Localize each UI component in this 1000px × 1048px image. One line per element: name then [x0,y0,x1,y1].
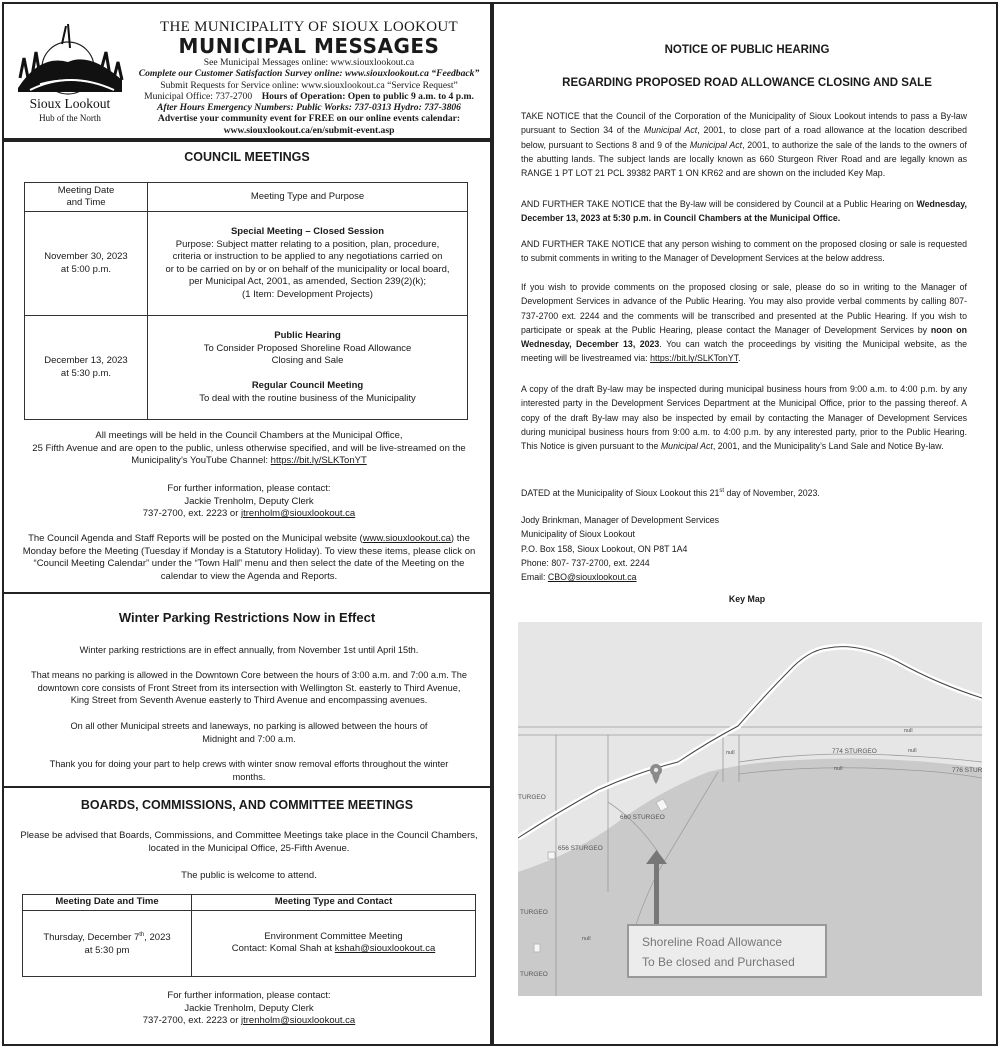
logo-tagline: Hub of the North [39,113,101,123]
meeting-purpose: Special Meeting – Closed Session Purpose: Subject matter relating to a position, plan, procedure, criteria or instruction to be applied to any negotiations carried on or to be carried on by or on behalf of the municipality or local board, per Municipal Act, 2001, as amended, Section 239(2)(k); (1 Item: Development Projects) [148,212,468,316]
map-label-774: 774 STURGEO [832,748,877,755]
notice-heading: NOTICE OF PUBLIC HEARING [664,44,830,56]
boards-table [22,894,476,977]
notice-signature: Jody Brinkman, Manager of Development Services Municipality of Sioux Lookout P.O. Box 158, Sioux Lookout, ON P8T 1A4 Phone: 807- 737-2700, ext. 2244 Email: CBO@siouxlookout.ca [521,515,720,583]
notice-paragraph: A copy of the draft By-law may be inspected during municipal business hours from 9:00 a.m. to 4:00 p.m. by any interested party in the Development Services Department at the Municipal Office, prior to the passing thereof. A copy of the draft By-law may also be inspected by email by contacting the Manager of Development Services during municipal business hours from 9:00 a.m. to 4:00 p.m. by any interested party, prior to the Public Hearing. This Notice is given pursuant to the Municipal Act, 2001, and the Municipality’s Land Sale and Notice By-law. [521,384,967,452]
meeting-location-note: All meetings will be held in the Council Chambers at the Municipal Office, 25 Fifth Avenue and are open to the public, unless otherwise specified, and will be live-streamed on the Municipality’s YouTube Channel: https://bit.ly/SLKTonYT [32,430,466,467]
notice-paragraph: TAKE NOTICE that the Council of the Corporation of the Municipality of Sioux Lookout intends to pass a By-law pursuant to Section 34 of the Municipal Act, 2001, to close part of a road allowance at the location described below, pursuant to Sections 8 and 9 of the Municipal Act, 2001, to authorize the sale of the lands to the owners of the abutting lands. The subject lands are locally known as 660 Sturgeon River Road and are legally known as RANGE 1 PT LOT 21 PCL 39382 PART 1 ON KR62 and are shown on the included Key Map. [521,111,967,179]
map-label-sturgeon: TURGEO [520,971,548,978]
map-label-null: null [834,766,843,772]
notice-paragraph: AND FURTHER TAKE NOTICE that any person wishing to comment on the proposed closing or sale is requested to submit comments in writing to the Manager of Development Services at the below address. [521,239,967,264]
meeting-purpose: Environment Committee Meeting Contact: Komal Shah at kshah@siouxlookout.ca [192,910,476,976]
table-header-row [23,895,476,911]
table-row [23,910,476,976]
agenda-note: The Council Agenda and Staff Reports will be posted on the Municipal website (www.siouxlookout.ca) the Monday before the Meeting (Tuesday if Monday is a Statutory Holiday). To view these items, please click on “Council Meeting Calendar” under the “Town Hall” menu and then select the date of the Meeting on the calendar to view the Agenda and Reports. [22,533,476,582]
council-contact: For further information, please contact: Jackie Trenholm, Deputy Clerk 737-2700, ext. 2223 or jtrenholm@siouxlookout.ca [142,483,356,520]
boards-intro: Please be advised that Boards, Commissions, and Committee Meetings take place in the Council Chambers, located in the Municipal Office, 25-Fifth Avenue. [20,830,478,854]
map-label-sturgeon: TURGEO [520,909,548,916]
masthead-text [132,20,486,136]
meeting-date: December 13, 2023 at 5:30 p.m. [25,316,148,420]
map-label-656: 656 STURGEO [558,845,603,852]
youtube-link[interactable]: https://bit.ly/SLKTonYT [270,455,367,467]
table-row [25,316,468,420]
boards-title: BOARDS, COMMISSIONS, AND COMMITTEE MEETINGS [80,798,414,812]
map-label-null: null [726,750,735,756]
council-meetings-title: COUNCIL MEETINGS [184,150,310,164]
cbo-email-link[interactable]: CBO@siouxlookout.ca [547,572,637,583]
winter-paragraph: Thank you for doing your part to help crews with winter snow removal efforts throughout the winter months. [49,759,449,782]
header-events-line: Advertise your community event for FREE on our online events calendar: [157,113,461,125]
winter-paragraph: Winter parking restrictions are in effect annually, from November 1st until April 15th. [79,645,419,655]
public-hearing-notice [492,2,998,1046]
map-label-null: null [582,936,591,942]
table-row [25,212,468,316]
boards-committees-section [2,786,492,1046]
header-events-url: www.siouxlookout.ca/en/submit-event.asp [223,124,395,136]
header-emergency-line: After Hours Emergency Numbers: Public Works: 737-0313 Hydro: 737-3806 [157,102,461,114]
map-callout-line1: Shoreline Road Allowance [642,935,783,949]
winter-paragraph: On all other Municipal streets and laneways, no parking is allowed between the hours of Midnight and 7:00 a.m. [70,721,428,744]
table-header-row [25,183,468,212]
municipality-title: THE MUNICIPALITY OF SIOUX LOOKOUT [160,19,458,35]
livestream-link[interactable]: https://bit.ly/SLKTonYT [650,353,739,364]
notice-paragraph: If you wish to provide comments on the proposed closing or sale, please do so in writing to the Manager of Development Services in advance of the Public Hearing. You may also provide verbal comments by calling 807-737-2700 ext. 2244 and the comments will be transcribed and presented at the Public Hearing. If you wish to participate or speak at the Public Hearing, please contact the Manager of Development Services by noon on Wednesday, December 13, 2023. You can watch the proceedings by visiting the Municipal website, as the meeting will be livestreamed via: https://bit.ly/SLKTonYT. [521,282,968,364]
key-map-title: Key Map [728,594,766,604]
council-meetings-section [2,140,492,594]
meeting-date: November 30, 2023 at 5:00 p.m. [25,212,148,316]
col-date-header: Meeting Date and Time [23,895,192,911]
clerk-email-link[interactable]: jtrenholm@siouxlookout.ca [241,1015,356,1027]
committee-email-link[interactable]: kshah@siouxlookout.ca [334,943,436,954]
sioux-lookout-logo [10,18,130,130]
website-link[interactable]: www.siouxlookout.ca [362,533,451,544]
map-label-776: 776 STUR [952,767,982,774]
notice-paragraph: AND FURTHER TAKE NOTICE that the By-law will be considered by Council at a Public Hearing on Wednesday, December 13, 2023 at 5:30 p.m. in Council Chambers at the Municipal Office. [521,199,967,224]
boards-welcome: The public is welcome to attend. [181,870,317,881]
header-online-line: See Municipal Messages online: www.siouxlookout.ca [203,57,415,68]
boards-contact: For further information, please contact: Jackie Trenholm, Deputy Clerk 737-2700, ext. 2223 or jtrenholm@siouxlookout.ca [142,990,356,1027]
clerk-email-link[interactable]: jtrenholm@siouxlookout.ca [241,508,356,520]
map-label-null: null [908,748,917,754]
col-type-header: Meeting Type and Purpose [148,183,468,212]
logo-wordmark: Sioux Lookout [29,96,111,111]
key-map [518,622,982,996]
map-label-null: null [904,728,913,734]
header-service-line: Submit Requests for Service online: www.siouxlookout.ca “Service Request” [160,79,458,91]
masthead [2,2,492,140]
header-office-line: Municipal Office: 737-2700 Hours of Operation: Open to public 9 a.m. to 4 p.m. [144,90,474,102]
map-label-660: 660 STURGEO [620,814,665,821]
publication-title: MUNICIPAL MESSAGES [178,34,440,58]
notice-subheading: REGARDING PROPOSED ROAD ALLOWANCE CLOSING AND SALE [562,77,932,89]
map-label-sturgeon: TURGEO [518,794,546,801]
winter-paragraph: That means no parking is allowed in the Downtown Core between the hours of 3:00 a.m. and 7:00 a.m. The downtown core consists of Front Street from its intersection with Wellington St. easterly to Third Avenue, King Street from Seventh Avenue easterly to Third Avenue and encompassing avenues. [31,670,467,705]
meeting-date: Thursday, December 7th, 2023 at 5:30 pm [23,910,192,976]
header-survey-line: Complete our Customer Satisfaction Survey online: www.siouxlookout.ca “Feedback” [138,68,480,80]
col-date-header: Meeting Date and Time [25,183,148,212]
council-meetings-table [24,182,468,420]
winter-parking-title: Winter Parking Restrictions Now in Effect [118,610,376,625]
notice-dated: DATED at the Municipality of Sioux Lookout this 21st day of November, 2023. [521,487,820,498]
winter-parking-section [2,592,492,788]
col-type-header: Meeting Type and Contact [192,895,476,911]
map-callout-line2: To Be closed and Purchased [642,955,795,969]
meeting-purpose: Public Hearing To Consider Proposed Shoreline Road Allowance Closing and Sale Regular Council Meeting To deal with the routine business of the Municipality [148,316,468,420]
